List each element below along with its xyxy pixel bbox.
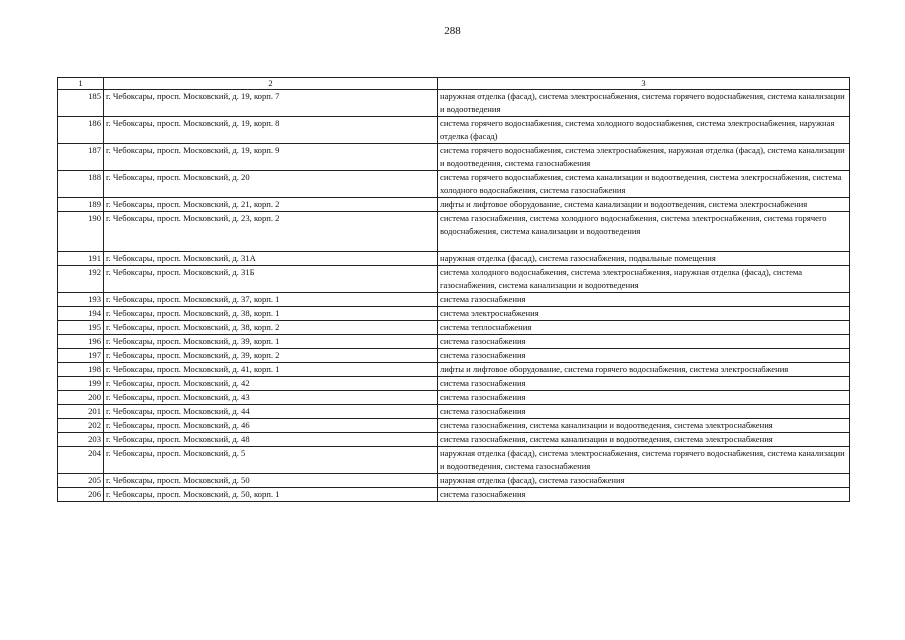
- systems-cell: система теплоснабжения: [438, 321, 850, 335]
- column-header: 1: [58, 78, 104, 90]
- table-row: [58, 349, 850, 363]
- table-row: [58, 117, 850, 144]
- address-cell: г. Чебоксары, просп. Московский, д. 48: [104, 433, 438, 447]
- systems-cell: лифты и лифтовое оборудование, система канализации и водоотведения, система электроснабжения: [438, 198, 850, 212]
- address-cell: г. Чебоксары, просп. Московский, д. 44: [104, 405, 438, 419]
- row-number: 206: [58, 488, 104, 502]
- systems-cell: наружная отделка (фасад), система газоснабжения: [438, 474, 850, 488]
- address-cell: г. Чебоксары, просп. Московский, д. 23, корп. 2: [104, 212, 438, 252]
- table-row: [58, 212, 850, 252]
- address-cell: г. Чебоксары, просп. Московский, д. 21, корп. 2: [104, 198, 438, 212]
- row-number: 201: [58, 405, 104, 419]
- table-row: [58, 144, 850, 171]
- systems-cell: система холодного водоснабжения, система электроснабжения, наружная отделка (фасад), система газоснабжения, система канализации и водоотведения: [438, 266, 850, 293]
- table-row: [58, 266, 850, 293]
- row-number: 193: [58, 293, 104, 307]
- address-cell: г. Чебоксары, просп. Московский, д. 31Б: [104, 266, 438, 293]
- address-cell: г. Чебоксары, просп. Московский, д. 42: [104, 377, 438, 391]
- table-row: [58, 488, 850, 502]
- systems-cell: система газоснабжения: [438, 391, 850, 405]
- table-body: [58, 78, 850, 502]
- table-row: [58, 363, 850, 377]
- row-number: 200: [58, 391, 104, 405]
- registry-table: [57, 77, 850, 502]
- table-row: [58, 198, 850, 212]
- systems-cell: система электроснабжения: [438, 307, 850, 321]
- table-row: [58, 391, 850, 405]
- table-row: [58, 474, 850, 488]
- systems-cell: система горячего водоснабжения, система канализации и водоотведения, система электроснабжения, система холодного водоснабжения, система газоснабжения: [438, 171, 850, 198]
- table-header-row: [58, 78, 850, 90]
- address-cell: г. Чебоксары, просп. Московский, д. 5: [104, 447, 438, 474]
- address-cell: г. Чебоксары, просп. Московский, д. 37, корп. 1: [104, 293, 438, 307]
- systems-cell: система газоснабжения, система канализации и водоотведения, система электроснабжения: [438, 433, 850, 447]
- table-row: [58, 433, 850, 447]
- table-row: [58, 419, 850, 433]
- row-number: 199: [58, 377, 104, 391]
- address-cell: г. Чебоксары, просп. Московский, д. 39, корп. 1: [104, 335, 438, 349]
- table-row: [58, 321, 850, 335]
- systems-cell: наружная отделка (фасад), система электроснабжения, система горячего водоснабжения, система канализации и водоотведения, система газоснабжения: [438, 447, 850, 474]
- column-header: 2: [104, 78, 438, 90]
- systems-cell: система газоснабжения: [438, 377, 850, 391]
- row-number: 203: [58, 433, 104, 447]
- address-cell: г. Чебоксары, просп. Московский, д. 38, корп. 2: [104, 321, 438, 335]
- column-header: 3: [438, 78, 850, 90]
- systems-cell: наружная отделка (фасад), система газоснабжения, подвальные помещения: [438, 252, 850, 266]
- row-number: 195: [58, 321, 104, 335]
- systems-cell: система газоснабжения, система холодного водоснабжения, система электроснабжения, система горячего водоснабжения, система канализации и водоотведения: [438, 212, 850, 252]
- row-number: 196: [58, 335, 104, 349]
- address-cell: г. Чебоксары, просп. Московский, д. 50, корп. 1: [104, 488, 438, 502]
- table-row: [58, 293, 850, 307]
- address-cell: г. Чебоксары, просп. Московский, д. 41, корп. 1: [104, 363, 438, 377]
- row-number: 192: [58, 266, 104, 293]
- row-number: 205: [58, 474, 104, 488]
- systems-cell: система газоснабжения, система канализации и водоотведения, система электроснабжения: [438, 419, 850, 433]
- systems-cell: система газоснабжения: [438, 349, 850, 363]
- systems-cell: система газоснабжения: [438, 335, 850, 349]
- systems-cell: система газоснабжения: [438, 405, 850, 419]
- address-cell: г. Чебоксары, просп. Московский, д. 19, корп. 9: [104, 144, 438, 171]
- table-row: [58, 405, 850, 419]
- row-number: 194: [58, 307, 104, 321]
- address-cell: г. Чебоксары, просп. Московский, д. 31А: [104, 252, 438, 266]
- row-number: 191: [58, 252, 104, 266]
- table-row: [58, 171, 850, 198]
- address-cell: г. Чебоксары, просп. Московский, д. 43: [104, 391, 438, 405]
- systems-cell: система газоснабжения: [438, 488, 850, 502]
- row-number: 187: [58, 144, 104, 171]
- row-number: 202: [58, 419, 104, 433]
- row-number: 190: [58, 212, 104, 252]
- row-number: 185: [58, 90, 104, 117]
- systems-cell: система газоснабжения: [438, 293, 850, 307]
- address-cell: г. Чебоксары, просп. Московский, д. 20: [104, 171, 438, 198]
- table-row: [58, 90, 850, 117]
- address-cell: г. Чебоксары, просп. Московский, д. 19, корп. 7: [104, 90, 438, 117]
- row-number: 188: [58, 171, 104, 198]
- systems-cell: лифты и лифтовое оборудование, система горячего водоснабжения, система электроснабжения: [438, 363, 850, 377]
- row-number: 186: [58, 117, 104, 144]
- page-number: 288: [444, 25, 461, 37]
- row-number: 189: [58, 198, 104, 212]
- address-cell: г. Чебоксары, просп. Московский, д. 39, корп. 2: [104, 349, 438, 363]
- row-number: 204: [58, 447, 104, 474]
- row-number: 197: [58, 349, 104, 363]
- table-row: [58, 447, 850, 474]
- address-cell: г. Чебоксары, просп. Московский, д. 46: [104, 419, 438, 433]
- systems-cell: система горячего водоснабжения, система холодного водоснабжения, система электроснабжения, наружная отделка (фасад): [438, 117, 850, 144]
- systems-cell: наружная отделка (фасад), система электроснабжения, система горячего водоснабжения, система канализации и водоотведения: [438, 90, 850, 117]
- address-cell: г. Чебоксары, просп. Московский, д. 38, корп. 1: [104, 307, 438, 321]
- address-cell: г. Чебоксары, просп. Московский, д. 50: [104, 474, 438, 488]
- table-row: [58, 377, 850, 391]
- table-row: [58, 252, 850, 266]
- row-number: 198: [58, 363, 104, 377]
- systems-cell: система горячего водоснабжения, система электроснабжения, наружная отделка (фасад), система канализации и водоотведения, система газоснабжения: [438, 144, 850, 171]
- table-row: [58, 335, 850, 349]
- table-row: [58, 307, 850, 321]
- address-cell: г. Чебоксары, просп. Московский, д. 19, корп. 8: [104, 117, 438, 144]
